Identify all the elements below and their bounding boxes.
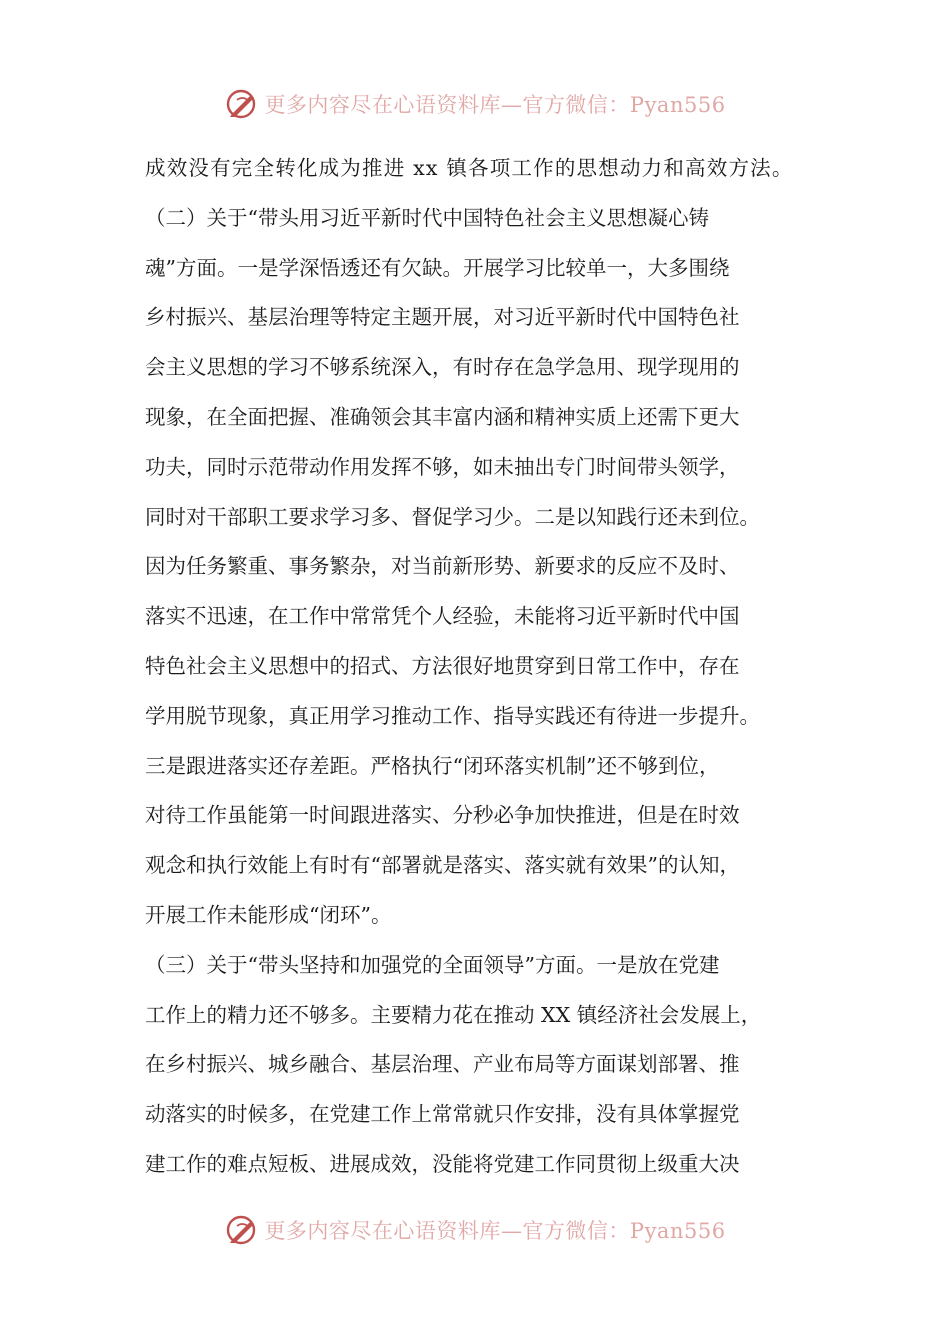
text-line: 乡村振兴、基层治理等特定主题开展，对习近平新时代中国特色社 [145, 305, 740, 330]
text-line: 因为任务繁重、事务繁杂，对当前新形势、新要求的反应不及时、 [145, 554, 740, 579]
pen-logo-icon [224, 1212, 260, 1248]
footer-wechat-text: —官方微信：Pyan556 [500, 1219, 726, 1243]
footer-banner [0, 1210, 950, 1250]
pen-logo-icon [224, 86, 260, 122]
text-line: 开展工作未能形成“闭环”。 [145, 902, 392, 927]
header-wechat-text: —官方微信：Pyan556 [500, 93, 726, 117]
text-line: 建工作的难点短板、进展成效，没能将党建工作同贯彻上级重大决 [145, 1151, 740, 1176]
text-line: 功夫，同时示范带动作用发挥不够，如未抽出专门时间带头领学， [145, 454, 740, 479]
text-line: 在乡村振兴、城乡融合、基层治理、产业布局等方面谋划部署、推 [145, 1052, 740, 1077]
text-line: 动落实的时候多，在党建工作上常常就只作安排，没有具体掌握党 [145, 1102, 740, 1127]
text-line: （三）关于“带头坚持和加强党的全面领导”方面。一是放在党建 [145, 952, 720, 977]
header-banner-text: 更多内容尽在心语资料库 [264, 93, 501, 117]
footer-banner-text: 更多内容尽在心语资料库 [264, 1219, 501, 1243]
text-line: 观念和执行效能上有时有“部署就是落实、落实就有效果”的认知， [145, 853, 740, 878]
text-line: 落实不迅速，在工作中常常凭个人经验，未能将习近平新时代中国 [145, 604, 740, 629]
header-banner [0, 84, 950, 124]
text-line: （二）关于“带头用习近平新时代中国特色社会主义思想凝心铸 [145, 205, 709, 230]
text-line: 现象，在全面把握、准确领会其丰富内涵和精神实质上还需下更大 [145, 404, 740, 429]
text-line: 对待工作虽能第一时间跟进落实、分秒必争加快推进，但是在时效 [145, 803, 740, 828]
text-line: 同时对干部职工要求学习多、督促学习少。二是以知践行还未到位。 [145, 504, 760, 529]
text-line: 三是跟进落实还存差距。严格执行“闭环落实机制”还不够到位， [145, 753, 720, 778]
text-line: 成效没有完全转化成为推进 xx 镇各项工作的思想动力和高效方法。 [145, 156, 794, 180]
text-line: 特色社会主义思想中的招式、方法很好地贯穿到日常工作中，存在 [145, 653, 740, 678]
text-line: 魂”方面。一是学深悟透还有欠缺。开展学习比较单一，大多围绕 [145, 255, 730, 280]
text-line: 学用脱节现象，真正用学习推动工作、指导实践还有待进一步提升。 [145, 703, 760, 728]
document-body [145, 144, 815, 1190]
text-line: 会主义思想的学习不够系统深入，有时存在急学急用、现学现用的 [145, 355, 740, 380]
text-line: 工作上的精力还不够多。主要精力花在推动 XX 镇经济社会发展上， [145, 1002, 762, 1027]
